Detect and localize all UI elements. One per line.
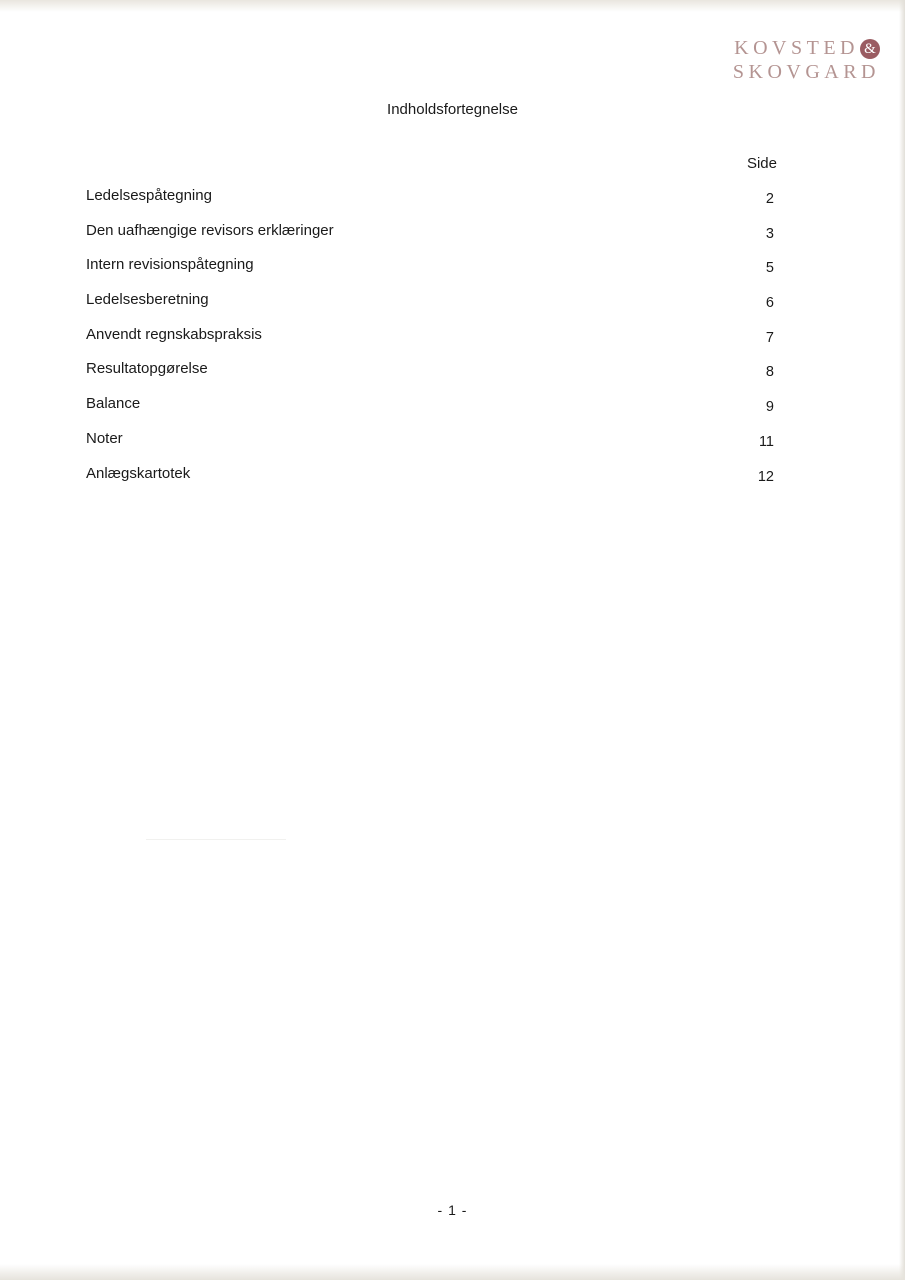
side-column-header: Side <box>746 155 777 172</box>
toc-label: Anvendt regnskabspraksis <box>86 325 262 343</box>
toc-row <box>86 358 778 393</box>
toc-row <box>86 393 778 428</box>
toc-label: Noter <box>86 429 123 447</box>
toc-row <box>86 463 778 498</box>
toc-label: Den uafhængige revisors erklæringer <box>86 221 334 239</box>
scan-edge-bottom <box>0 1264 905 1280</box>
page-title: Indholdsfortegnelse <box>387 101 518 118</box>
toc-page-number: 8 <box>765 364 774 381</box>
ampersand-icon: & <box>860 39 880 59</box>
toc-page-number: 5 <box>765 260 774 277</box>
toc-page-number: 6 <box>765 295 774 312</box>
company-logo <box>700 36 880 84</box>
toc-label: Ledelsespåtegning <box>86 187 212 204</box>
toc-label: Anlægskartotek <box>86 464 191 482</box>
toc-label: Intern revisionspåtegning <box>86 256 254 274</box>
toc-label: Balance <box>86 395 141 413</box>
scan-artifact-line <box>146 839 286 840</box>
toc-row <box>86 254 778 289</box>
logo-word-kovsted: KOVSTED <box>734 37 859 59</box>
toc-page-number: 7 <box>765 329 774 346</box>
logo-line-2: SKOVGARD <box>732 61 880 83</box>
scan-edge-top <box>0 0 905 12</box>
toc-row <box>86 324 778 359</box>
toc-row <box>86 185 778 220</box>
toc-row <box>86 220 778 255</box>
toc-row <box>86 428 778 463</box>
page-footer-number: - 1 - <box>437 1202 468 1218</box>
toc-page-number: 11 <box>758 433 774 450</box>
toc-page-number: 9 <box>765 399 774 416</box>
logo-line-1 <box>700 36 880 60</box>
toc-row <box>86 289 778 324</box>
toc-page-number: 2 <box>765 191 774 207</box>
toc-page-number: 12 <box>757 468 774 485</box>
scan-edge-right <box>899 0 905 1280</box>
toc-page-number: 3 <box>765 225 774 242</box>
toc-label: Resultatopgørelse <box>86 360 208 378</box>
toc-label: Ledelsesberetning <box>86 291 209 309</box>
table-of-contents <box>86 185 778 497</box>
